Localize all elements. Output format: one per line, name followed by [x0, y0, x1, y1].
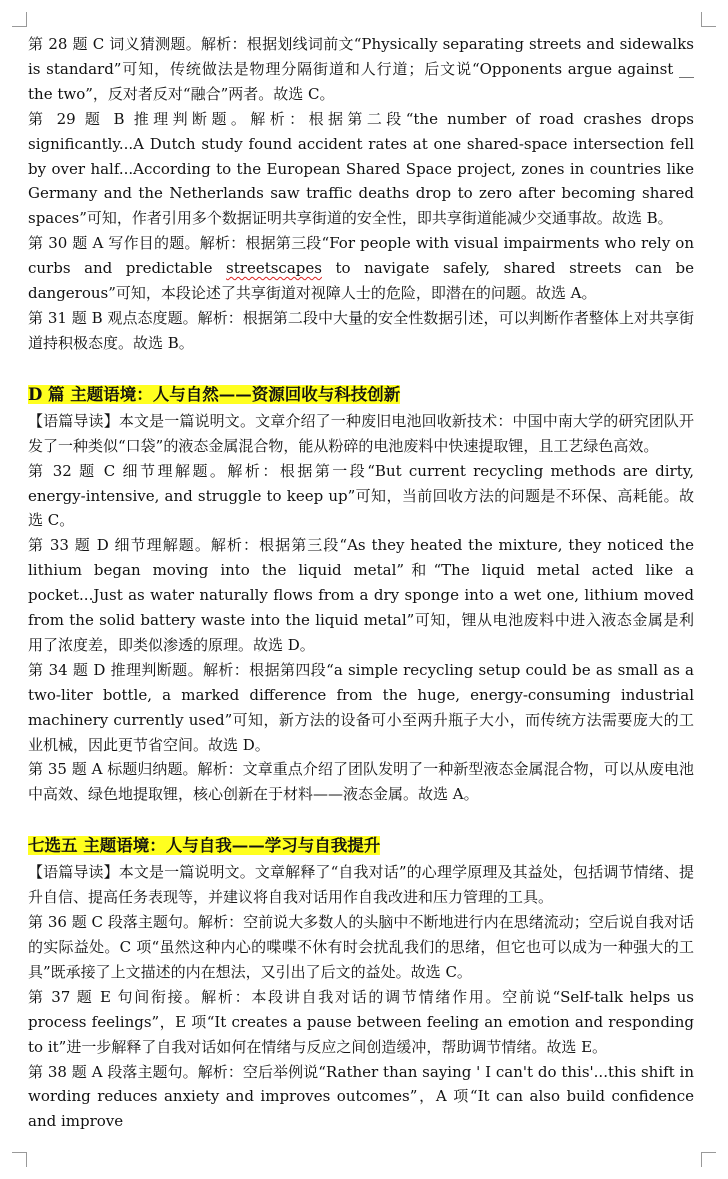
section-seven-intro: 【语篇导读】本文是一篇说明文。文章解释了“自我对话”的心理学原理及其益处，包括调节情绪、提升自信、提高任务表现等，并建议将自我对话用作自我改进和压力管理的工具。	[28, 863, 694, 907]
section-d-intro: 【语篇导读】本文是一篇说明文。文章介绍了一种废旧电池回收新技术：中国中南大学的研究团队开发了一种类似“口袋”的液态金属混合物，能从粉碎的电池废料中快速提取锂，且工艺绿色高效。	[28, 411, 694, 455]
answer-q32: 第 32 题 C 细节理解题。解析：根据第一段“But current recycling methods are dirty, energy-intensive, and struggle to keep up”可知，当前回收方法的问题是不环保、高耗能。故选 C。	[28, 461, 694, 530]
section-spacer	[28, 356, 694, 381]
answer-q30	[28, 231, 694, 306]
answer-q33: 第 33 题 D 细节理解题。解析：根据第三段“As they heated the mixture, they noticed the lithium began moving into the liquid metal”和“The liquid metal acted like a pocket...Just as water naturally flows from a dry sponge into a wet one, lithium moved from the solid battery waste into the liquid metal”可知，锂从电池废料中进入液态金属是利用了浓度差，即类似渗透的原理。故选 D。	[28, 536, 694, 654]
section-spacer	[28, 807, 694, 832]
answer-q29: 第 29 题 B 推理判断题。解析：根据第二段“the number of road crashes drops significantly...A Dutch study found accident rates at one shared-space intersection fell by over half...According to the European Shared Space project, zones in countries like Germany and the Netherlands saw traffic deaths drop to zero after becoming shared spaces”可知，作者引用多个数据证明共享街道的安全性，即共享街道能减少交通事故。故选 B。	[28, 109, 694, 228]
answer-q34: 第 34 题 D 推理判断题。解析：根据第四段“a simple recycling setup could be as small as a two-liter bottle, a marked difference from the huge, energy-consuming industrial machinery currently used”可知，新方法的设备可小至两升瓶子大小，而传统方法需要庞大的工业机械，因此更节省空间。故选 D。	[28, 660, 694, 754]
answer-q37: 第 37 题 E 句间衔接。解析：本段讲自我对话的调节情绪作用。空前说“Self-talk helps us process feelings”，E 项“It creates a pause between feeling an emotion and responding to it”进一步解释了自我对话如何在情绪与反应之间创造缓冲，帮助调节情绪。故选 E。	[28, 987, 694, 1056]
answer-q38: 第 38 题 A 段落主题句。解析：空后举例说“Rather than saying ' I can't do this'...this shift in wording reduces anxiety and improves outcomes”，A 项“It can also build confidence and improve	[28, 1062, 694, 1131]
crop-mark-bottom-left	[12, 1152, 27, 1167]
answer-key-content	[28, 32, 694, 1134]
crop-mark-top-right	[701, 12, 716, 27]
answer-q31: 第 31 题 B 观点态度题。解析：根据第二段中大量的安全性数据引述，可以判断作者整体上对共享街道持积极态度。故选 B。	[28, 308, 694, 352]
section-seven-heading-text: 七选五 主题语境：人与自我——学习与自我提升	[28, 836, 381, 856]
spellcheck-underlined-word: streetscapes	[226, 259, 322, 278]
crop-mark-top-left	[12, 12, 27, 27]
answer-q36: 第 36 题 C 段落主题句。解析：空前说大多数人的头脑中不断地进行内在思绪流动；空后说自我对话的实际益处。C 项“虽然这种内心的喋喋不休有时会扰乱我们的思绪，但它也可以成为一种强大的工具”既承接了上文描述的内在想法，又引出了后文的益处。故选 C。	[28, 913, 694, 981]
section-seven-heading	[28, 832, 694, 860]
answer-q30-after: to navigate safely, shared streets can be dangerous”可知，本段论述了共享街道对视障人士的危险，即潜在的问题。故选 A。	[28, 259, 694, 303]
section-d-heading	[28, 381, 694, 409]
answer-q28: 第 28 题 C 词义猜测题。解析：根据划线词前文“Physically separating streets and sidewalks is standard”可知，传统做法是物理分隔街道和人行道；后文说“Opponents argue against __ the two”，反对者反对“融合”两者。故选 C。	[28, 35, 694, 103]
answer-q30-before: 第 30 题 A 写作目的题。解析：根据第三段“For people with visual impairments who rely on curbs and predictable	[28, 234, 694, 278]
crop-mark-bottom-right	[701, 1152, 716, 1167]
answer-q35: 第 35 题 A 标题归纳题。解析：文章重点介绍了团队发明了一种新型液态金属混合物，可以从废电池中高效、绿色地提取锂，核心创新在于材料——液态金属。故选 A。	[28, 760, 694, 804]
section-d-heading-text: D 篇 主题语境：人与自然——资源回收与科技创新	[28, 384, 401, 404]
